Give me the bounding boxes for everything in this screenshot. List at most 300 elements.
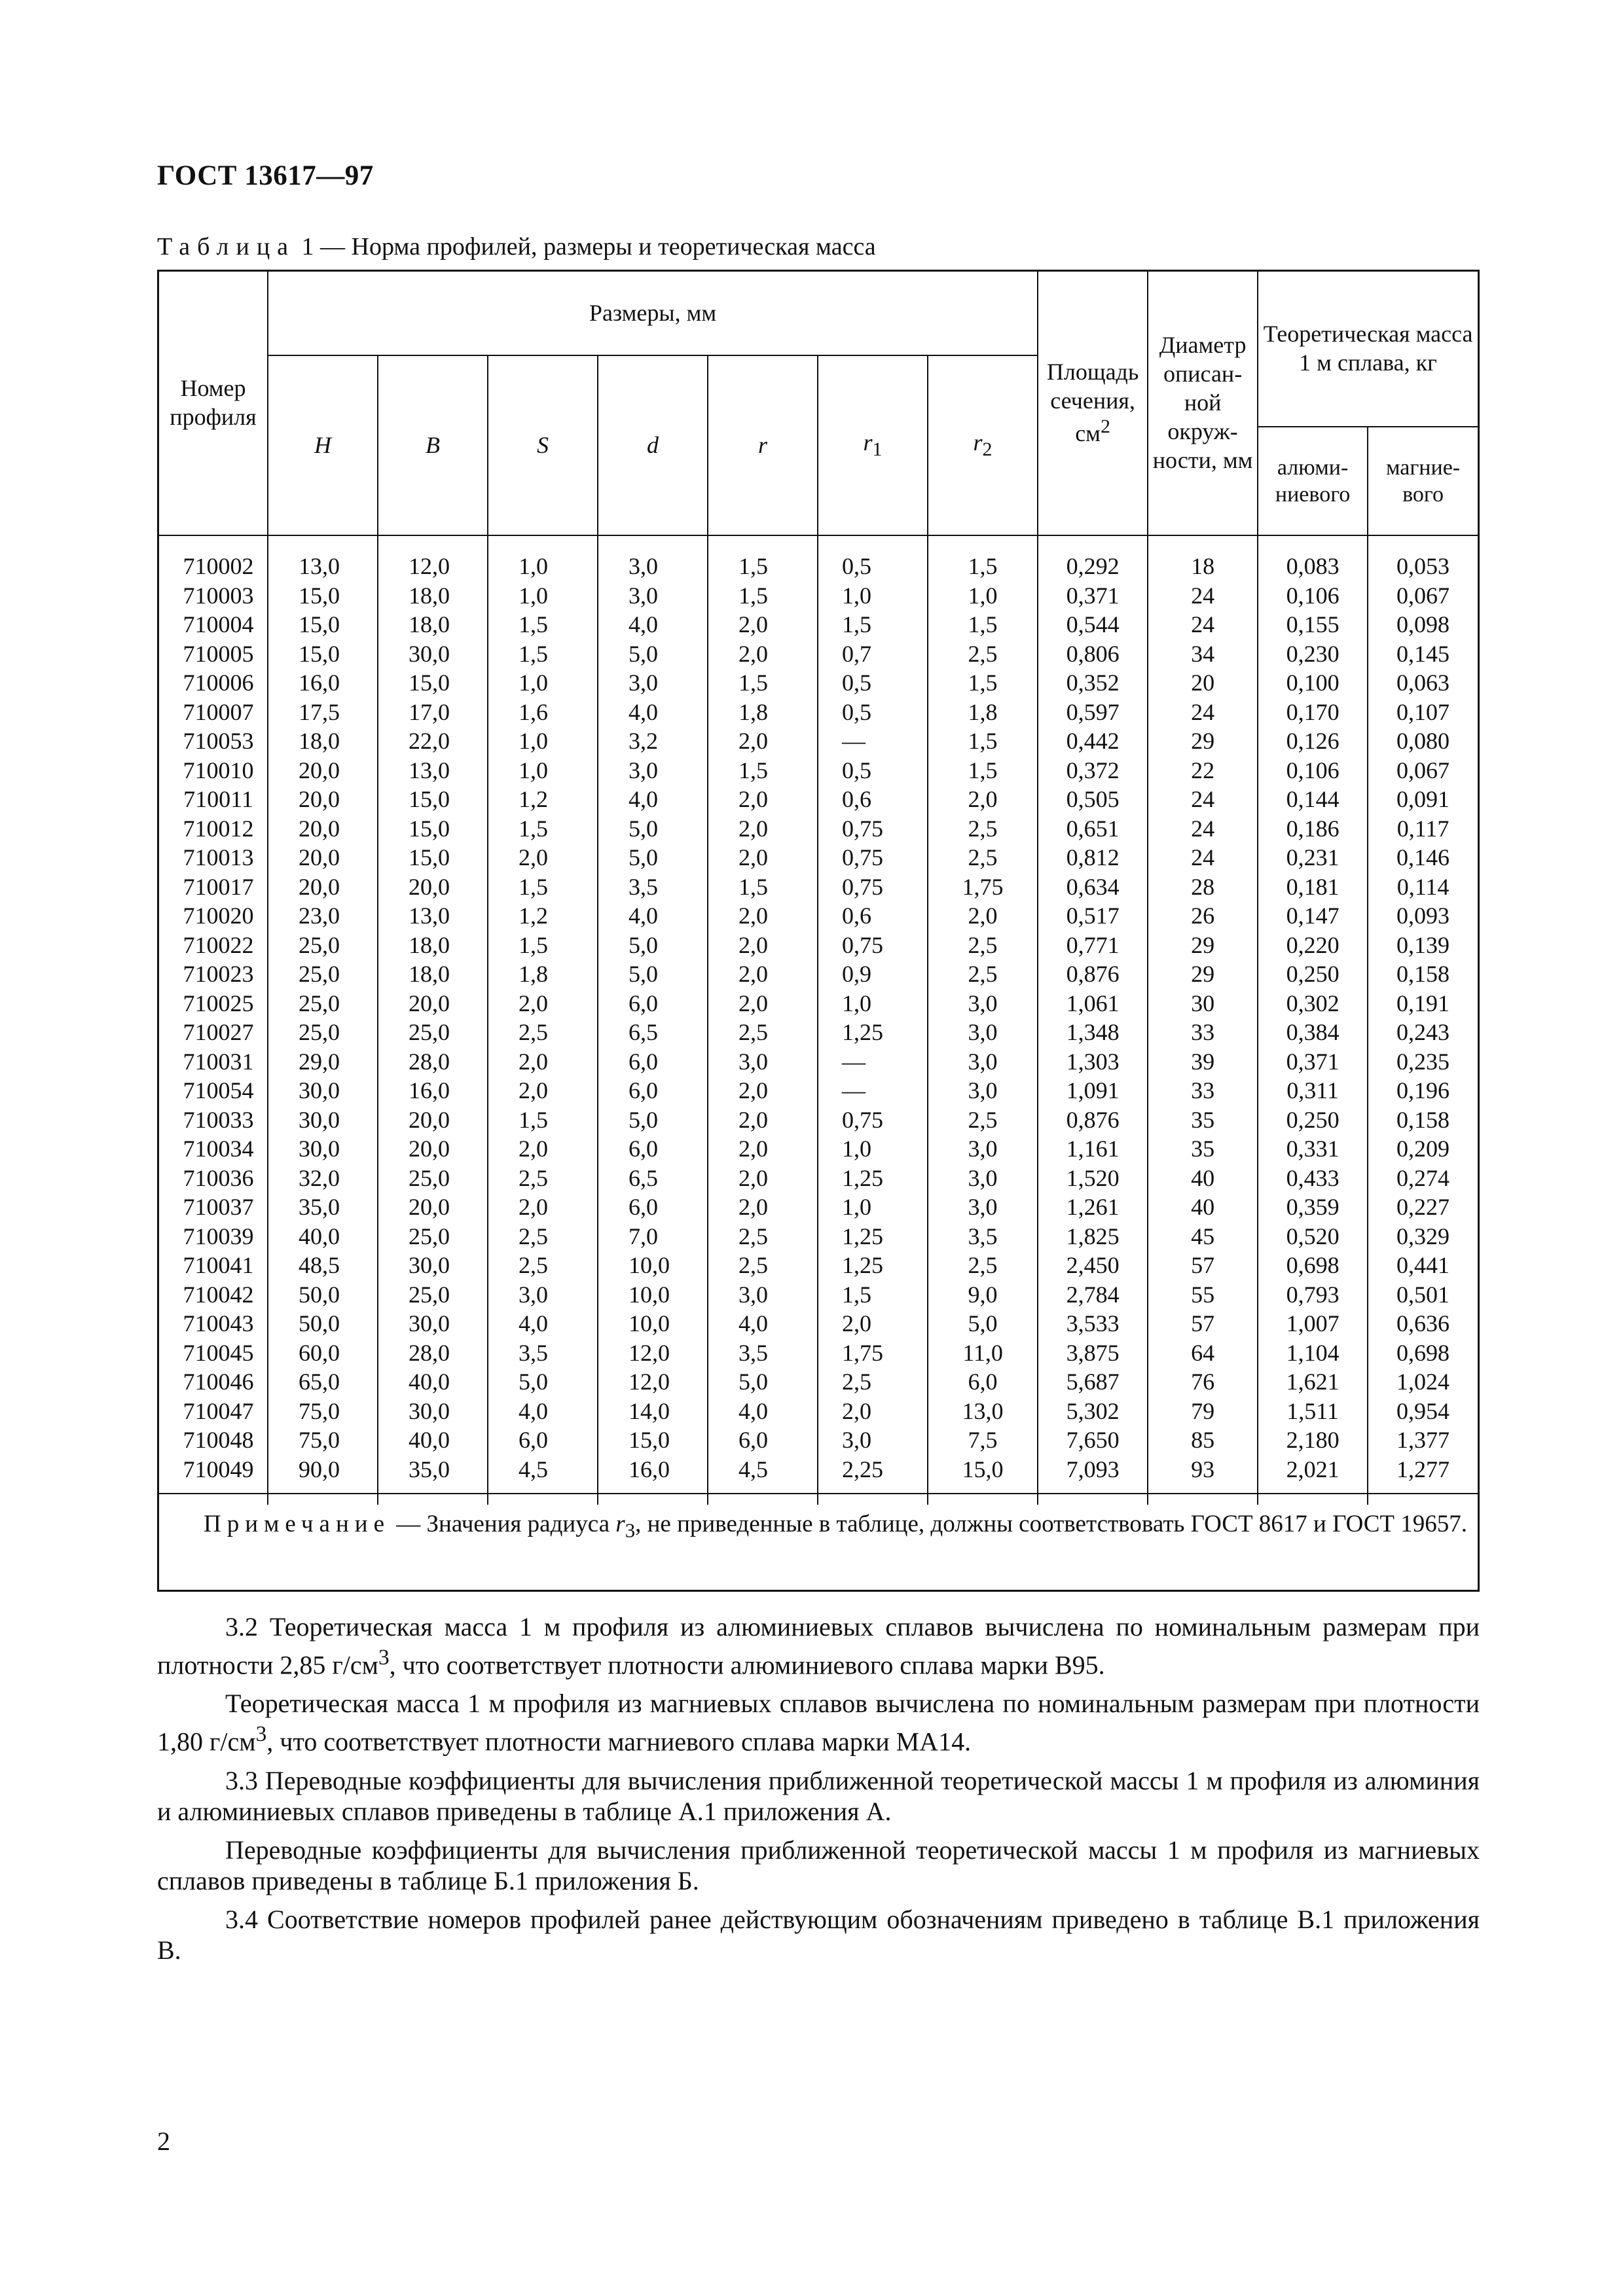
table-cell: 76 xyxy=(1148,1367,1258,1397)
table-cell: 2,0 xyxy=(708,639,818,669)
table-cell: 1,5 xyxy=(488,639,598,669)
table-cell: 25,0 xyxy=(268,931,378,960)
table-cell: 2,0 xyxy=(708,1076,818,1105)
table-cell: 30,0 xyxy=(378,1309,488,1338)
table-cell: 1,303 xyxy=(1038,1047,1148,1077)
table-cell: 12,0 xyxy=(598,1338,708,1368)
table-cell: 28,0 xyxy=(378,1047,488,1077)
table-cell: 4,0 xyxy=(488,1309,598,1338)
table-cell: 0,329 xyxy=(1368,1222,1478,1251)
table-cell: 1,511 xyxy=(1258,1397,1368,1426)
table-row xyxy=(159,610,1478,639)
table-row xyxy=(159,1222,1478,1251)
table-cell: 20,0 xyxy=(378,872,488,902)
table-cell: 2,0 xyxy=(488,1076,598,1105)
table-cell: 0,158 xyxy=(1368,1105,1478,1135)
table-cell: 5,302 xyxy=(1038,1397,1148,1426)
table-cell: 0,5 xyxy=(818,552,928,581)
table-cell: 710013 xyxy=(183,844,254,870)
table-cell: 45 xyxy=(1148,1222,1258,1251)
table-cell: 2,0 xyxy=(928,901,1038,931)
paragraph-3-4: 3.4 Соответствие номеров профилей ранее действующим обозначениям приведено в таблице В.1 приложения В. xyxy=(157,1904,1480,1965)
table-cell: 65,0 xyxy=(268,1367,378,1397)
table-cell: 7,5 xyxy=(928,1426,1038,1455)
table-cell: 4,0 xyxy=(708,1397,818,1426)
table-cell: 1,0 xyxy=(488,581,598,611)
table-cell: 0,441 xyxy=(1368,1251,1478,1280)
table-cell: 18,0 xyxy=(268,726,378,756)
table-cell: 1,5 xyxy=(488,814,598,844)
table-cell: 12,0 xyxy=(378,552,488,581)
table-cell: 5,0 xyxy=(598,814,708,844)
table-cell: 2,0 xyxy=(818,1309,928,1338)
table-cell: 0,75 xyxy=(818,814,928,844)
table-cell: 24 xyxy=(1148,581,1258,611)
table-cell: 710047 xyxy=(183,1397,254,1424)
table-cell: 20 xyxy=(1148,668,1258,698)
table-cell: 3,0 xyxy=(928,989,1038,1018)
table-cell: 3,0 xyxy=(928,1076,1038,1105)
table-cell: 710053 xyxy=(183,728,254,754)
table-cell: 1,25 xyxy=(818,1018,928,1047)
caption-text: 1 — Норма профилей, размеры и теоретическая масса xyxy=(295,233,876,260)
table-cell: 15,0 xyxy=(928,1455,1038,1484)
header-H: H xyxy=(268,355,378,535)
table-cell: 0,75 xyxy=(818,872,928,902)
table-cell: 75,0 xyxy=(268,1397,378,1426)
table-cell: 2,5 xyxy=(708,1251,818,1280)
table-cell: 710020 xyxy=(183,903,254,929)
table-cell: 1,25 xyxy=(818,1164,928,1193)
table-cell: 2,0 xyxy=(928,785,1038,814)
table-cell: 710043 xyxy=(183,1310,254,1336)
table-cell: 15,0 xyxy=(378,785,488,814)
header-theoretical-mass: Теоретическая масса 1 м сплава, кг xyxy=(1258,272,1478,427)
table-cell: 3,875 xyxy=(1038,1338,1148,1368)
table-cell: 0,501 xyxy=(1368,1280,1478,1310)
table-row xyxy=(159,726,1478,756)
table-cell: 710041 xyxy=(183,1252,254,1278)
table-cell: 10,0 xyxy=(598,1280,708,1310)
table-cell: 20,0 xyxy=(378,989,488,1018)
table-cell: 2,0 xyxy=(708,1105,818,1135)
table-cell: 1,0 xyxy=(488,756,598,785)
table-cell: 0,5 xyxy=(818,698,928,727)
table-cell: 0,371 xyxy=(1038,581,1148,611)
table-cell: 0,139 xyxy=(1368,931,1478,960)
table-cell: 57 xyxy=(1148,1251,1258,1280)
table-cell: 2,0 xyxy=(488,1193,598,1222)
table-cell: 1,0 xyxy=(818,1193,928,1222)
table-cell: — xyxy=(818,726,928,756)
table-cell: 6,0 xyxy=(598,1047,708,1077)
table-row xyxy=(159,1338,1478,1368)
table-cell: 710017 xyxy=(183,873,254,900)
table-cell: 13,0 xyxy=(378,756,488,785)
table-cell: 1,5 xyxy=(928,610,1038,639)
table-cell: 15,0 xyxy=(268,581,378,611)
table-cell: 0,371 xyxy=(1258,1047,1368,1077)
table-cell: 10,0 xyxy=(598,1309,708,1338)
table-cell: 30,0 xyxy=(268,1105,378,1135)
document-id: ГОСТ 13617—97 xyxy=(157,160,374,191)
paragraph-3-2-magnesium: Теоретическая масса 1 м профиля из магниевых сплавов вычислена по номинальным размерам при плотности 1,80 $г/см^3$, что соответствует плотности магниевого сплава марки МА14. xyxy=(157,1689,1480,1757)
table-cell: 5,687 xyxy=(1038,1367,1148,1397)
table-cell: 2,5 xyxy=(928,931,1038,960)
table-cell: 1,061 xyxy=(1038,989,1148,1018)
table-cell: 0,235 xyxy=(1368,1047,1478,1077)
table-cell: 1,161 xyxy=(1038,1134,1148,1164)
header-circumscribed-diameter: Диаметр описан-ной окруж-ности, мм xyxy=(1148,272,1258,535)
table-cell: 0,302 xyxy=(1258,989,1368,1018)
table-cell: 1,0 xyxy=(818,989,928,1018)
table-cell: 0,876 xyxy=(1038,960,1148,989)
table-cell: 710054 xyxy=(183,1077,254,1103)
table-cell: 0,7 xyxy=(818,639,928,669)
table-cell: 5,0 xyxy=(928,1309,1038,1338)
table-cell: 2,5 xyxy=(818,1367,928,1397)
paragraph-3-3-magnesium: Переводные коэффициенты для вычисления приближенной теоретической массы 1 м профиля из магниевых сплавов приведены в таблице Б.1 приложения Б. xyxy=(157,1835,1480,1895)
table-cell: 6,0 xyxy=(708,1426,818,1455)
table-cell: 0,331 xyxy=(1258,1134,1368,1164)
table-cell: 13,0 xyxy=(928,1397,1038,1426)
table-cell: 0,098 xyxy=(1368,610,1478,639)
table-cell: 710025 xyxy=(183,990,254,1016)
table-cell: 0,6 xyxy=(818,785,928,814)
table-cell: 20,0 xyxy=(378,1105,488,1135)
table-cell: 2,0 xyxy=(708,1164,818,1193)
profile-table xyxy=(157,270,1480,1592)
table-cell: 3,0 xyxy=(598,581,708,611)
table-cell: 2,5 xyxy=(488,1222,598,1251)
table-cell: 4,0 xyxy=(598,698,708,727)
table-cell: 2,0 xyxy=(488,989,598,1018)
table-cell: 29,0 xyxy=(268,1047,378,1077)
table-cell: 0,147 xyxy=(1258,901,1368,931)
table-cell: 710034 xyxy=(183,1136,254,1162)
table-cell: 5,0 xyxy=(488,1367,598,1397)
table-cell: 1,5 xyxy=(488,872,598,902)
header-S: S xyxy=(488,355,598,535)
table-cell: 2,0 xyxy=(708,814,818,844)
table-row xyxy=(159,668,1478,698)
profile-table-grid xyxy=(159,272,1478,1505)
table-cell: 1,5 xyxy=(488,931,598,960)
table-cell: 29 xyxy=(1148,960,1258,989)
table-cell: 75,0 xyxy=(268,1426,378,1455)
table-cell: 0,250 xyxy=(1258,1105,1368,1135)
table-cell: 20,0 xyxy=(268,814,378,844)
table-cell: 710042 xyxy=(183,1281,254,1308)
table-cell: 85 xyxy=(1148,1426,1258,1455)
table-cell: 1,2 xyxy=(488,785,598,814)
table-cell: 1,0 xyxy=(928,581,1038,611)
table-cell: 20,0 xyxy=(378,1193,488,1222)
table-cell: 3,0 xyxy=(598,668,708,698)
table-cell: 1,5 xyxy=(928,726,1038,756)
table-cell: 710011 xyxy=(183,786,253,812)
table-cell: 2,5 xyxy=(928,814,1038,844)
table-cell: 710010 xyxy=(183,757,254,783)
table-cell: — xyxy=(818,1076,928,1105)
table-cell: 6,0 xyxy=(598,989,708,1018)
table-cell: 4,0 xyxy=(708,1309,818,1338)
table-cell: 710031 xyxy=(183,1048,254,1075)
table-cell: 6,5 xyxy=(598,1018,708,1047)
table-cell: 26 xyxy=(1148,901,1258,931)
table-cell: 13,0 xyxy=(378,901,488,931)
table-cell: 1,5 xyxy=(488,1105,598,1135)
table-cell: 3,0 xyxy=(928,1134,1038,1164)
table-cell: 2,180 xyxy=(1258,1426,1368,1455)
table-cell: 16,0 xyxy=(268,668,378,698)
table-cell: 3,5 xyxy=(488,1338,598,1368)
table-cell: 3,0 xyxy=(928,1018,1038,1047)
table-cell: 1,8 xyxy=(928,698,1038,727)
table-cell: 16,0 xyxy=(378,1076,488,1105)
table-caption xyxy=(157,232,876,261)
table-cell: 5,0 xyxy=(598,1105,708,1135)
table-cell: 710027 xyxy=(183,1019,254,1045)
table-cell: 1,520 xyxy=(1038,1164,1148,1193)
table-cell: 710006 xyxy=(183,670,254,696)
table-cell: 32,0 xyxy=(268,1164,378,1193)
table-cell: 1,25 xyxy=(818,1222,928,1251)
table-cell: 50,0 xyxy=(268,1309,378,1338)
table-cell: 18,0 xyxy=(378,960,488,989)
table-cell: 0,517 xyxy=(1038,901,1148,931)
table-cell: 0,196 xyxy=(1368,1076,1478,1105)
table-cell: 25,0 xyxy=(378,1018,488,1047)
table-cell: 20,0 xyxy=(268,785,378,814)
table-cell: 29 xyxy=(1148,726,1258,756)
table-cell: 3,5 xyxy=(708,1338,818,1368)
table-cell: 3,0 xyxy=(928,1047,1038,1077)
table-row xyxy=(159,814,1478,844)
table-cell: 2,5 xyxy=(928,843,1038,872)
table-cell: 22,0 xyxy=(378,726,488,756)
table-cell: 0,144 xyxy=(1258,785,1368,814)
table-cell: 1,0 xyxy=(488,552,598,581)
table-cell: 710036 xyxy=(183,1164,254,1191)
table-row xyxy=(159,1251,1478,1280)
table-cell: 6,0 xyxy=(598,1134,708,1164)
table-cell: 15,0 xyxy=(378,668,488,698)
header-profile-number: Номер профиля xyxy=(159,272,268,535)
table-row xyxy=(159,1193,1478,1222)
table-cell: 39 xyxy=(1148,1047,1258,1077)
table-row xyxy=(159,901,1478,931)
table-cell: 710033 xyxy=(183,1106,254,1133)
table-cell: 4,0 xyxy=(598,610,708,639)
table-cell: 0,954 xyxy=(1368,1397,1478,1426)
table-cell: 1,007 xyxy=(1258,1309,1368,1338)
table-cell: 3,0 xyxy=(708,1280,818,1310)
table-cell: 18,0 xyxy=(378,931,488,960)
table-cell: 0,5 xyxy=(818,756,928,785)
table-cell: 25,0 xyxy=(378,1280,488,1310)
table-cell: 1,261 xyxy=(1038,1193,1148,1222)
table-row xyxy=(159,1455,1478,1484)
table-cell: 710023 xyxy=(183,961,254,987)
table-cell: 1,75 xyxy=(928,872,1038,902)
table-cell: 0,117 xyxy=(1368,814,1478,844)
table-cell: 1,5 xyxy=(708,581,818,611)
table-cell: 2,021 xyxy=(1258,1455,1368,1484)
table-cell: 0,5 xyxy=(818,668,928,698)
table-cell: 2,5 xyxy=(488,1251,598,1280)
table-cell: 28,0 xyxy=(378,1338,488,1368)
table-cell: 0,384 xyxy=(1258,1018,1368,1047)
caption-prefix: Таблица xyxy=(157,233,296,260)
table-cell: 2,784 xyxy=(1038,1280,1148,1310)
table-cell: 7,093 xyxy=(1038,1455,1148,1484)
table-cell: 1,25 xyxy=(818,1251,928,1280)
table-cell: 12,0 xyxy=(598,1367,708,1397)
table-cell: 2,0 xyxy=(708,843,818,872)
table-cell: 0,292 xyxy=(1038,552,1148,581)
table-cell: 2,450 xyxy=(1038,1251,1148,1280)
header-B: B xyxy=(378,355,488,535)
table-cell: 2,0 xyxy=(488,1134,598,1164)
table-cell: 40 xyxy=(1148,1164,1258,1193)
table-cell: 710003 xyxy=(183,582,254,609)
table-cell: 40,0 xyxy=(268,1222,378,1251)
table-cell: 710046 xyxy=(183,1369,254,1395)
table-cell: 0,876 xyxy=(1038,1105,1148,1135)
table-cell: 3,0 xyxy=(928,1164,1038,1193)
table-row xyxy=(159,872,1478,902)
table-row xyxy=(159,1076,1478,1105)
table-cell: 30,0 xyxy=(378,1397,488,1426)
table-cell: 35,0 xyxy=(378,1455,488,1484)
table-cell: 6,0 xyxy=(598,1076,708,1105)
table-row xyxy=(159,698,1478,727)
paragraph-3-3: 3.3 Переводные коэффициенты для вычисления приближенной теоретической массы 1 м профиля из алюминия и алюминиевых сплавов приведены в таблице А.1 приложения А. xyxy=(157,1765,1480,1826)
table-cell: 0,227 xyxy=(1368,1193,1478,1222)
table-cell: 0,106 xyxy=(1258,581,1368,611)
table-cell: 0,170 xyxy=(1258,698,1368,727)
table-cell: 0,505 xyxy=(1038,785,1148,814)
table-cell: 2,0 xyxy=(488,1047,598,1077)
table-cell: 1,8 xyxy=(488,960,598,989)
table-cell: — xyxy=(818,1047,928,1077)
table-cell: 18,0 xyxy=(378,581,488,611)
table-cell: 2,0 xyxy=(708,785,818,814)
table-cell: 2,0 xyxy=(708,960,818,989)
table-cell: 1,2 xyxy=(488,901,598,931)
table-cell: 0,181 xyxy=(1258,872,1368,902)
table-cell: 20,0 xyxy=(268,843,378,872)
table-cell: 1,5 xyxy=(708,756,818,785)
table-cell: 5,0 xyxy=(598,843,708,872)
table-cell: 34 xyxy=(1148,639,1258,669)
table-cell: 710004 xyxy=(183,611,254,637)
table-cell: 6,0 xyxy=(598,1193,708,1222)
table-cell: 0,155 xyxy=(1258,610,1368,639)
table-cell: 5,0 xyxy=(598,931,708,960)
table-cell: 710049 xyxy=(183,1456,254,1482)
table-cell: 3,533 xyxy=(1038,1309,1148,1338)
table-cell: 79 xyxy=(1148,1397,1258,1426)
header-r: r xyxy=(708,355,818,535)
table-cell: 11,0 xyxy=(928,1338,1038,1368)
table-cell: 0,080 xyxy=(1368,726,1478,756)
table-cell: 2,5 xyxy=(488,1164,598,1193)
table-cell: 0,220 xyxy=(1258,931,1368,960)
header-section-area: Площадь сечения, $см^2$ xyxy=(1038,272,1148,535)
table-cell: 1,104 xyxy=(1258,1338,1368,1368)
table-cell: 3,0 xyxy=(598,552,708,581)
table-cell: 24 xyxy=(1148,843,1258,872)
table-cell: 0,146 xyxy=(1368,843,1478,872)
table-cell: 50,0 xyxy=(268,1280,378,1310)
table-cell: 40 xyxy=(1148,1193,1258,1222)
note-label: Примечание xyxy=(204,1511,390,1537)
table-cell: 3,0 xyxy=(488,1280,598,1310)
table-cell: 30 xyxy=(1148,989,1258,1018)
table-cell: 25,0 xyxy=(378,1222,488,1251)
table-cell: 0,186 xyxy=(1258,814,1368,844)
table-row xyxy=(159,960,1478,989)
table-cell: 30,0 xyxy=(378,1251,488,1280)
table-cell: 28 xyxy=(1148,872,1258,902)
spacer-row xyxy=(159,535,1478,552)
table-cell: 17,0 xyxy=(378,698,488,727)
table-row xyxy=(159,843,1478,872)
table-cell: 0,145 xyxy=(1368,639,1478,669)
table-cell: 1,5 xyxy=(708,668,818,698)
table-cell: 0,231 xyxy=(1258,843,1368,872)
table-cell: 2,0 xyxy=(488,843,598,872)
paragraph-3-2: 3.2 Теоретическая масса 1 м профиля из алюминиевых сплавов вычислена по номинальным размерам при плотности 2,85 $г/см^3$, что соответствует плотности алюминиевого сплава марки В95. xyxy=(157,1612,1480,1680)
table-cell: 0,158 xyxy=(1368,960,1478,989)
table-row xyxy=(159,1397,1478,1426)
table-cell: 25,0 xyxy=(378,1164,488,1193)
table-cell: 30,0 xyxy=(268,1134,378,1164)
table-cell: 0,651 xyxy=(1038,814,1148,844)
table-cell: 24 xyxy=(1148,698,1258,727)
table-cell: 5,0 xyxy=(598,639,708,669)
table-cell: 0,372 xyxy=(1038,756,1148,785)
header-mass-aluminium: алюми-ниевого xyxy=(1258,427,1368,535)
table-cell: 0,209 xyxy=(1368,1134,1478,1164)
table-cell: 14,0 xyxy=(598,1397,708,1426)
table-cell: 55 xyxy=(1148,1280,1258,1310)
table-cell: 1,0 xyxy=(488,726,598,756)
table-cell: 0,126 xyxy=(1258,726,1368,756)
table-cell: 0,698 xyxy=(1368,1338,1478,1368)
table-cell: 1,024 xyxy=(1368,1367,1478,1397)
table-cell: 93 xyxy=(1148,1455,1258,1484)
table-cell: 40,0 xyxy=(378,1426,488,1455)
table-cell: 0,634 xyxy=(1038,872,1148,902)
table-cell: 6,0 xyxy=(488,1426,598,1455)
table-cell: 0,75 xyxy=(818,843,928,872)
table-cell: 18 xyxy=(1148,552,1258,581)
table-cell: 710037 xyxy=(183,1194,254,1220)
table-cell: 2,5 xyxy=(488,1018,598,1047)
table-cell: 0,9 xyxy=(818,960,928,989)
table-cell: 24 xyxy=(1148,814,1258,844)
table-cell: 0,091 xyxy=(1368,785,1478,814)
table-cell: 1,621 xyxy=(1258,1367,1368,1397)
table-row xyxy=(159,989,1478,1018)
table-cell: 0,75 xyxy=(818,931,928,960)
table-cell: 1,8 xyxy=(708,698,818,727)
table-cell: 1,5 xyxy=(928,552,1038,581)
table-cell: 2,0 xyxy=(708,726,818,756)
